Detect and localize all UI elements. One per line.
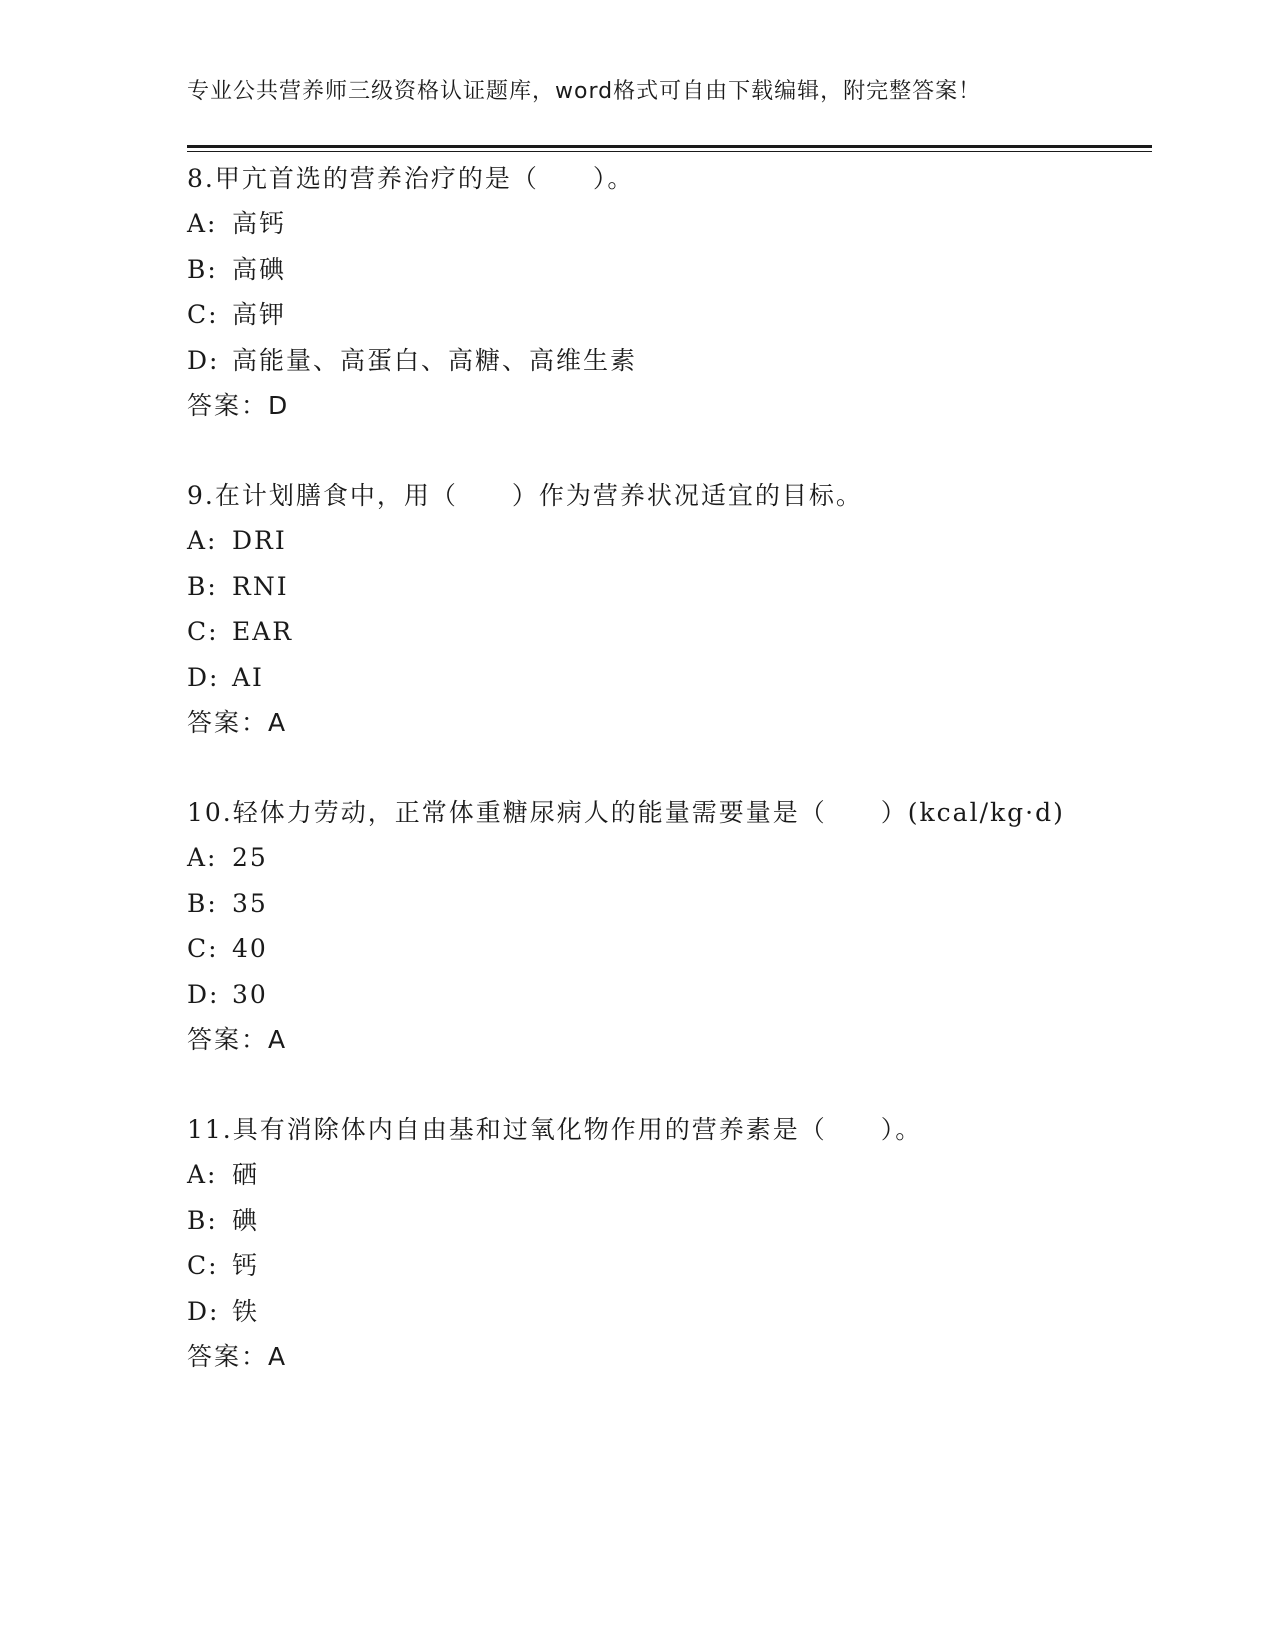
- option-letter: B:: [187, 571, 218, 601]
- question-8: [187, 156, 1067, 428]
- option-text: 35: [232, 888, 268, 918]
- option-letter: D:: [187, 979, 220, 1009]
- option-letter: A:: [187, 526, 218, 555]
- question-stem: 9.在计划膳食中，用（ ）作为营养状况适宜的目标。: [187, 481, 863, 510]
- option-d: [187, 655, 1067, 701]
- option-text: 钙: [232, 1251, 260, 1280]
- option-c: [187, 1243, 1067, 1289]
- option-c: [187, 926, 1067, 972]
- option-a: [187, 1152, 1067, 1198]
- option-b: [187, 247, 1067, 293]
- option-b: [187, 881, 1067, 927]
- option-a: [187, 835, 1067, 881]
- option-b: [187, 1198, 1067, 1244]
- option-text: DRI: [232, 526, 287, 555]
- option-text: 30: [232, 979, 268, 1009]
- option-text: EAR: [232, 617, 294, 646]
- option-letter: A:: [187, 1160, 218, 1189]
- question-10: [187, 790, 1067, 1062]
- option-text: 铁: [232, 1296, 260, 1326]
- option-text: 高能量、高蛋白、高糖、高维生素: [232, 345, 638, 375]
- option-d: [187, 338, 1067, 384]
- option-b: [187, 564, 1067, 610]
- answer-line: 答案：A: [187, 1025, 288, 1054]
- question-list: [187, 156, 1067, 1424]
- question-stem: 8.甲亢首选的营养治疗的是（ ）。: [187, 164, 635, 193]
- option-letter: C:: [187, 934, 219, 963]
- option-d: [187, 1289, 1067, 1335]
- option-letter: C:: [187, 300, 219, 329]
- question-stem: 11.具有消除体内自由基和过氧化物作用的营养素是（ ）。: [187, 1115, 923, 1144]
- question-11: [187, 1107, 1067, 1379]
- option-text: RNI: [232, 571, 289, 601]
- option-text: 25: [232, 843, 268, 872]
- option-letter: A:: [187, 843, 218, 872]
- option-letter: B:: [187, 254, 218, 284]
- option-c: [187, 609, 1067, 655]
- answer-line: 答案：A: [187, 1342, 288, 1371]
- option-a: [187, 518, 1067, 564]
- option-a: [187, 201, 1067, 247]
- option-letter: D:: [187, 662, 220, 692]
- option-letter: B:: [187, 888, 218, 918]
- option-letter: C:: [187, 617, 219, 646]
- option-letter: A:: [187, 209, 218, 238]
- answer-line: 答案：D: [187, 391, 290, 420]
- header-divider-thin: [187, 151, 1152, 152]
- header-divider-thick: [187, 145, 1152, 148]
- option-text: 40: [232, 934, 268, 963]
- option-letter: B:: [187, 1205, 218, 1235]
- option-text: 硒: [232, 1160, 260, 1189]
- option-c: [187, 292, 1067, 338]
- question-stem: 10.轻体力劳动，正常体重糖尿病人的能量需要量是（ ）(kcal/kg·d): [187, 798, 1065, 827]
- option-letter: D:: [187, 1296, 220, 1326]
- option-text: 碘: [232, 1205, 260, 1235]
- answer-line: 答案：A: [187, 708, 288, 737]
- option-letter: C:: [187, 1251, 219, 1280]
- option-letter: D:: [187, 345, 220, 375]
- question-9: [187, 473, 1067, 745]
- option-text: AI: [232, 662, 264, 692]
- option-text: 高钙: [232, 209, 287, 238]
- option-text: 高碘: [232, 254, 287, 284]
- option-d: [187, 972, 1067, 1018]
- option-text: 高钾: [232, 300, 287, 329]
- page-header: 专业公共营养师三级资格认证题库，word格式可自由下载编辑，附完整答案！: [187, 79, 982, 104]
